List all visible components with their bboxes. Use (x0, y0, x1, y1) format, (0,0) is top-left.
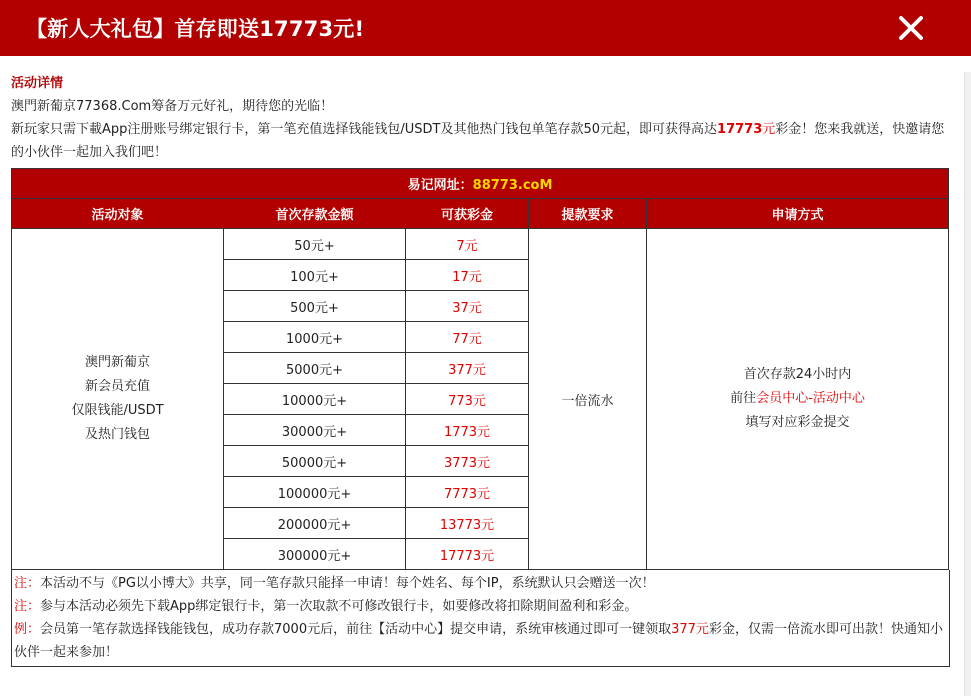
bonus-cell: 377元 (406, 353, 529, 384)
deposit-cell: 300000元+ (224, 539, 406, 570)
page-title: 【新人大礼包】首存即送17773元! (26, 17, 365, 41)
deposit-cell: 100000元+ (224, 477, 406, 508)
bonus-cell: 77元 (406, 322, 529, 353)
bonus-cell: 17元 (406, 260, 529, 291)
intro-section (11, 72, 947, 164)
site-url-link[interactable]: 88773.coM (472, 178, 553, 193)
deposit-cell: 1000元+ (224, 322, 406, 353)
deposit-cell: 500元+ (224, 291, 406, 322)
bonus-cell: 3773元 (406, 446, 529, 477)
deposit-cell: 50元+ (224, 229, 406, 260)
promo-table (11, 168, 948, 667)
bonus-cell: 1773元 (406, 415, 529, 446)
header-bar (0, 0, 971, 56)
member-center-link[interactable]: 会员中心-活动中心 (756, 391, 865, 406)
content-area (0, 56, 965, 696)
deposit-cell: 50000元+ (224, 446, 406, 477)
bonus-cell: 13773元 (406, 508, 529, 539)
table-row (12, 229, 949, 260)
bonus-cell: 37元 (406, 291, 529, 322)
intro-line: 澳門新葡京77368.Com筹备万元好礼，期待您的光临！ (11, 99, 334, 114)
close-button[interactable] (891, 8, 931, 48)
site-url-row (12, 169, 949, 199)
header-bonus: 可获彩金 (406, 199, 529, 229)
intro-paragraph: 新玩家只需下載App注册账号绑定银行卡，第一笔充值选择钱能钱包/USDT及其他热门钱包单笔存款50元起，即可获得高达17773元彩金！您来我就送，快邀请您的小伙伴一起加入我们吧！ (11, 122, 945, 160)
deposit-cell: 30000元+ (224, 415, 406, 446)
close-icon (898, 15, 924, 41)
scrollbar[interactable] (964, 72, 971, 696)
note-example: 例：会员第一笔存款选择钱能钱包，成功存款7000元后，前往【活动中心】提交申请，系统审核通过即可一键领取377元彩金，仅需一倍流水即可出款！快通知小伙伴一起来参加！ (14, 622, 943, 660)
deposit-cell: 100元+ (224, 260, 406, 291)
deposit-cell: 5000元+ (224, 353, 406, 384)
bonus-cell: 773元 (406, 384, 529, 415)
deposit-cell: 10000元+ (224, 384, 406, 415)
header-apply: 申请方式 (647, 199, 949, 229)
bonus-cell: 17773元 (406, 539, 529, 570)
header-target: 活动对象 (12, 199, 224, 229)
note-item: 注：本活动不与《PG以小博大》共享，同一笔存款只能择一申请！每个姓名、每个IP，系统默认只会赠送一次！ (14, 576, 655, 591)
bonus-cell: 7元 (406, 229, 529, 260)
deposit-cell: 200000元+ (224, 508, 406, 539)
note-item: 注：参与本活动必须先下载App绑定银行卡，第一次取款不可修改银行卡，如要修改将扣除期间盈利和彩金。 (14, 599, 638, 614)
section-title: 活动详情 (11, 76, 64, 91)
withdraw-cell: 一倍流水 (529, 229, 647, 570)
site-label: 易记网址： (407, 178, 473, 193)
header-deposit: 首次存款金额 (224, 199, 406, 229)
apply-cell: 首次存款24小时内 前往会员中心-活动中心 填写对应彩金提交 (647, 229, 949, 570)
bonus-cell: 7773元 (406, 477, 529, 508)
target-cell: 澳門新葡京 新会员充值 仅限钱能/USDT 及热门钱包 (12, 229, 224, 570)
notes-section (11, 570, 950, 667)
max-bonus-amount: 17773 (717, 122, 763, 137)
header-withdraw: 提款要求 (529, 199, 647, 229)
